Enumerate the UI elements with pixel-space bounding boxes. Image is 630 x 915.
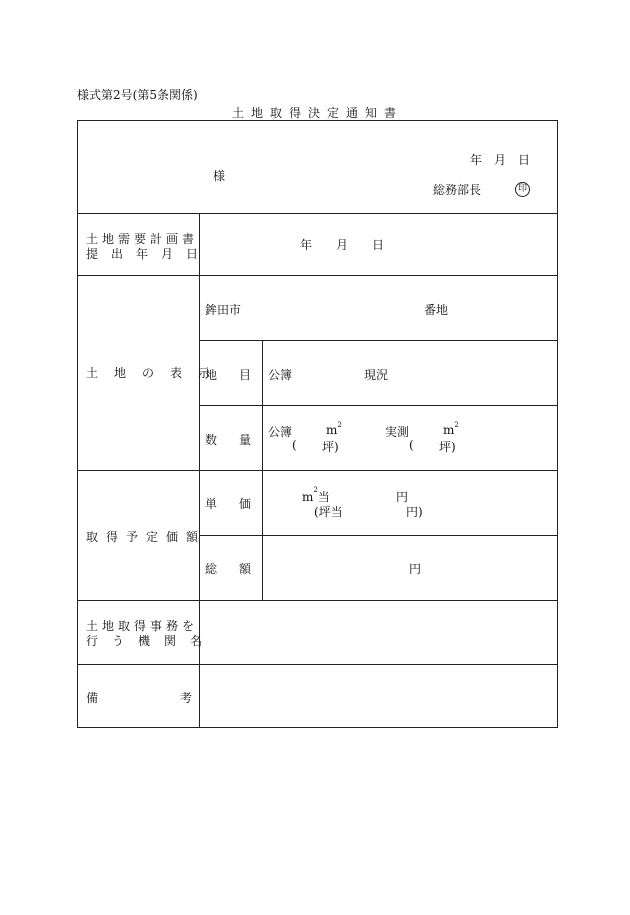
plan-submission-label-2: 提出年月日: [86, 247, 212, 261]
total-yen: 円: [409, 562, 422, 576]
area-official: 公簿: [268, 425, 293, 439]
tsubo-official-open: (: [292, 438, 297, 452]
issuer-title: 総務部長: [433, 183, 482, 197]
tsubo-actual-unit: 坪): [439, 440, 456, 454]
unit-price-yen: 円: [396, 490, 409, 504]
area-label: 数量: [205, 433, 274, 447]
area-actual-unit: $m^2$: [443, 421, 459, 437]
document-title: 土地取得決定通知書: [231, 106, 403, 120]
notice-date: 年 月 日: [470, 153, 531, 167]
form-number: 様式第2号(第5条関係): [77, 88, 198, 102]
price-label: 取得予定価額: [86, 530, 207, 544]
area-actual: 実測: [385, 425, 410, 439]
addressee-suffix: 様: [213, 169, 226, 183]
agency-label-2: 行う機関名: [86, 634, 217, 648]
land-display-label: 土地の表示: [86, 366, 227, 380]
plan-date-day: 日: [372, 238, 385, 252]
agency-label-1: 土地取得事務を: [86, 619, 199, 633]
total-label: 総額: [205, 562, 274, 576]
per-tsubo: (坪当: [314, 505, 343, 519]
unit-price-label: 単価: [205, 497, 274, 511]
chimoku-official: 公簿: [268, 368, 293, 382]
plan-submission-label-1: 土地需要計画書: [86, 232, 199, 246]
plan-date-year: 年: [300, 238, 313, 252]
tsubo-official-unit: 坪): [322, 440, 339, 454]
address-prefix: 鉾田市: [205, 303, 242, 317]
per-m2: $m^2$当: [302, 486, 330, 504]
remarks-label-left: 備: [86, 691, 99, 705]
remarks-label-right: 考: [180, 691, 193, 705]
tsubo-actual-open: (: [409, 438, 414, 452]
per-tsubo-yen: 円): [406, 505, 423, 519]
area-official-unit: $m^2$: [326, 421, 342, 437]
chimoku-actual: 現況: [364, 368, 389, 382]
plan-date-month: 月: [336, 238, 349, 252]
form-table: [77, 120, 558, 728]
address-suffix: 番地: [424, 303, 449, 317]
chimoku-label: 地目: [205, 368, 274, 382]
seal-mark: 印: [515, 180, 530, 197]
